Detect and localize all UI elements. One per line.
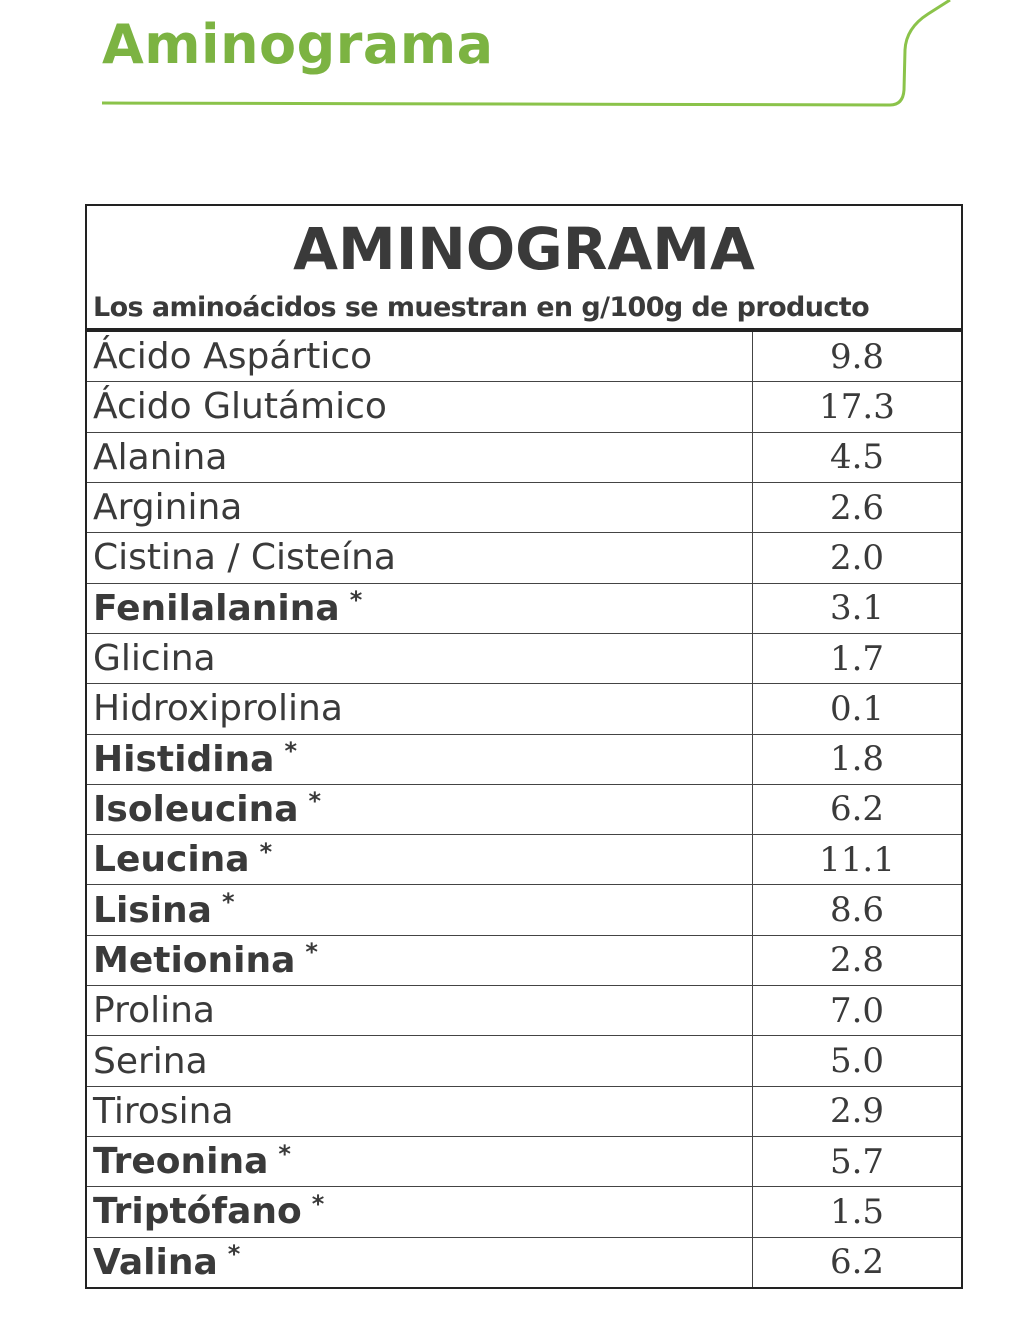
- amino-acid-value: 5.7: [829, 1141, 885, 1182]
- table-row: [87, 483, 961, 533]
- section-header: [0, 0, 1015, 120]
- amino-acid-label: Treonina: [93, 1141, 269, 1183]
- amino-acid-name: [87, 433, 753, 482]
- essential-marker: *: [305, 938, 318, 967]
- amino-acid-label: Serina: [93, 1040, 208, 1082]
- amino-acid-name: [87, 785, 753, 834]
- amino-acid-name: [87, 584, 753, 633]
- essential-marker: *: [227, 1240, 241, 1269]
- amino-acid-value: 8.6: [829, 890, 885, 931]
- table-row: [87, 433, 961, 483]
- amino-acid-label: Leucina: [93, 839, 250, 881]
- essential-marker: *: [349, 586, 363, 615]
- table-row: [87, 1238, 961, 1287]
- amino-acid-value: 7.0: [829, 990, 885, 1031]
- amino-acid-name: [87, 1137, 753, 1186]
- amino-acid-value: 11.1: [819, 839, 895, 880]
- amino-acid-value: 1.5: [829, 1191, 885, 1232]
- amino-acid-name: [87, 332, 753, 381]
- table-row: [87, 584, 961, 634]
- table-body: [87, 332, 961, 1287]
- amino-acid-name: [87, 533, 753, 582]
- amino-acid-label: Tirosina: [93, 1090, 234, 1132]
- aminogram-table: [85, 204, 963, 1289]
- amino-acid-label: Hidroxiprolina: [93, 688, 343, 730]
- amino-acid-name: [87, 986, 753, 1035]
- table-row: [87, 735, 961, 785]
- amino-acid-value: 2.0: [829, 537, 885, 578]
- amino-acid-label: Ácido Aspártico: [93, 336, 373, 378]
- amino-acid-value: 9.8: [829, 336, 885, 377]
- amino-acid-name: [87, 936, 753, 985]
- table-row: [87, 382, 961, 432]
- table-row: [87, 1087, 961, 1137]
- table-row: [87, 885, 961, 935]
- essential-marker: *: [221, 888, 235, 917]
- amino-acid-label: Lisina: [93, 889, 212, 931]
- amino-acid-label: Fenilalanina: [93, 587, 340, 629]
- table-row: [87, 835, 961, 885]
- table-row: [87, 1187, 961, 1237]
- amino-acid-value: 5.0: [829, 1041, 885, 1082]
- table-row: [87, 533, 961, 583]
- amino-acid-name: [87, 1238, 753, 1287]
- amino-acid-label: Cistina / Cisteína: [93, 537, 396, 579]
- table-row: [87, 936, 961, 986]
- table-row: [87, 634, 961, 684]
- amino-acid-value: 1.8: [829, 739, 885, 780]
- amino-acid-value: 17.3: [819, 386, 895, 427]
- amino-acid-label: Glicina: [93, 638, 216, 680]
- amino-acid-label: Valina: [93, 1241, 218, 1283]
- amino-acid-name: [87, 483, 753, 532]
- amino-acid-label: Histidina: [93, 738, 275, 780]
- amino-acid-label: Prolina: [93, 990, 215, 1032]
- table-header: [87, 206, 961, 332]
- amino-acid-label: Ácido Glutámico: [93, 386, 387, 428]
- amino-acid-value: 4.5: [829, 437, 885, 478]
- amino-acid-value: 1.7: [829, 638, 885, 679]
- amino-acid-name: [87, 634, 753, 683]
- essential-marker: *: [284, 737, 298, 766]
- amino-acid-value: 6.2: [829, 1242, 885, 1283]
- essential-marker: *: [259, 837, 273, 866]
- amino-acid-label: Arginina: [93, 487, 243, 529]
- amino-acid-value: 2.6: [829, 487, 885, 528]
- amino-acid-value: 2.8: [829, 940, 885, 981]
- amino-acid-value: 0.1: [829, 688, 885, 729]
- table-row: [87, 1137, 961, 1187]
- table-title: AMINOGRAMA: [293, 215, 755, 283]
- table-row: [87, 1036, 961, 1086]
- table-row: [87, 684, 961, 734]
- amino-acid-name: [87, 382, 753, 431]
- table-row: [87, 986, 961, 1036]
- amino-acid-label: Metionina: [93, 939, 296, 981]
- amino-acid-label: Triptófano: [93, 1191, 302, 1233]
- table-subtitle: Los aminoácidos se muestran en g/100g de producto: [93, 292, 870, 323]
- amino-acid-name: [87, 885, 753, 934]
- amino-acid-label: Alanina: [93, 436, 228, 478]
- essential-marker: *: [278, 1139, 291, 1168]
- amino-acid-name: [87, 835, 753, 884]
- amino-acid-name: [87, 1087, 753, 1136]
- amino-acid-value: 3.1: [829, 588, 885, 629]
- amino-acid-value: 2.9: [829, 1091, 885, 1132]
- table-row: [87, 785, 961, 835]
- amino-acid-name: [87, 684, 753, 733]
- table-row: [87, 332, 961, 382]
- amino-acid-name: [87, 735, 753, 784]
- amino-acid-label: Isoleucina: [93, 788, 299, 830]
- essential-marker: *: [308, 787, 322, 816]
- amino-acid-value: 6.2: [829, 789, 885, 830]
- essential-marker: *: [311, 1189, 325, 1218]
- amino-acid-name: [87, 1187, 753, 1236]
- section-title: Aminograma: [102, 13, 494, 76]
- amino-acid-name: [87, 1036, 753, 1085]
